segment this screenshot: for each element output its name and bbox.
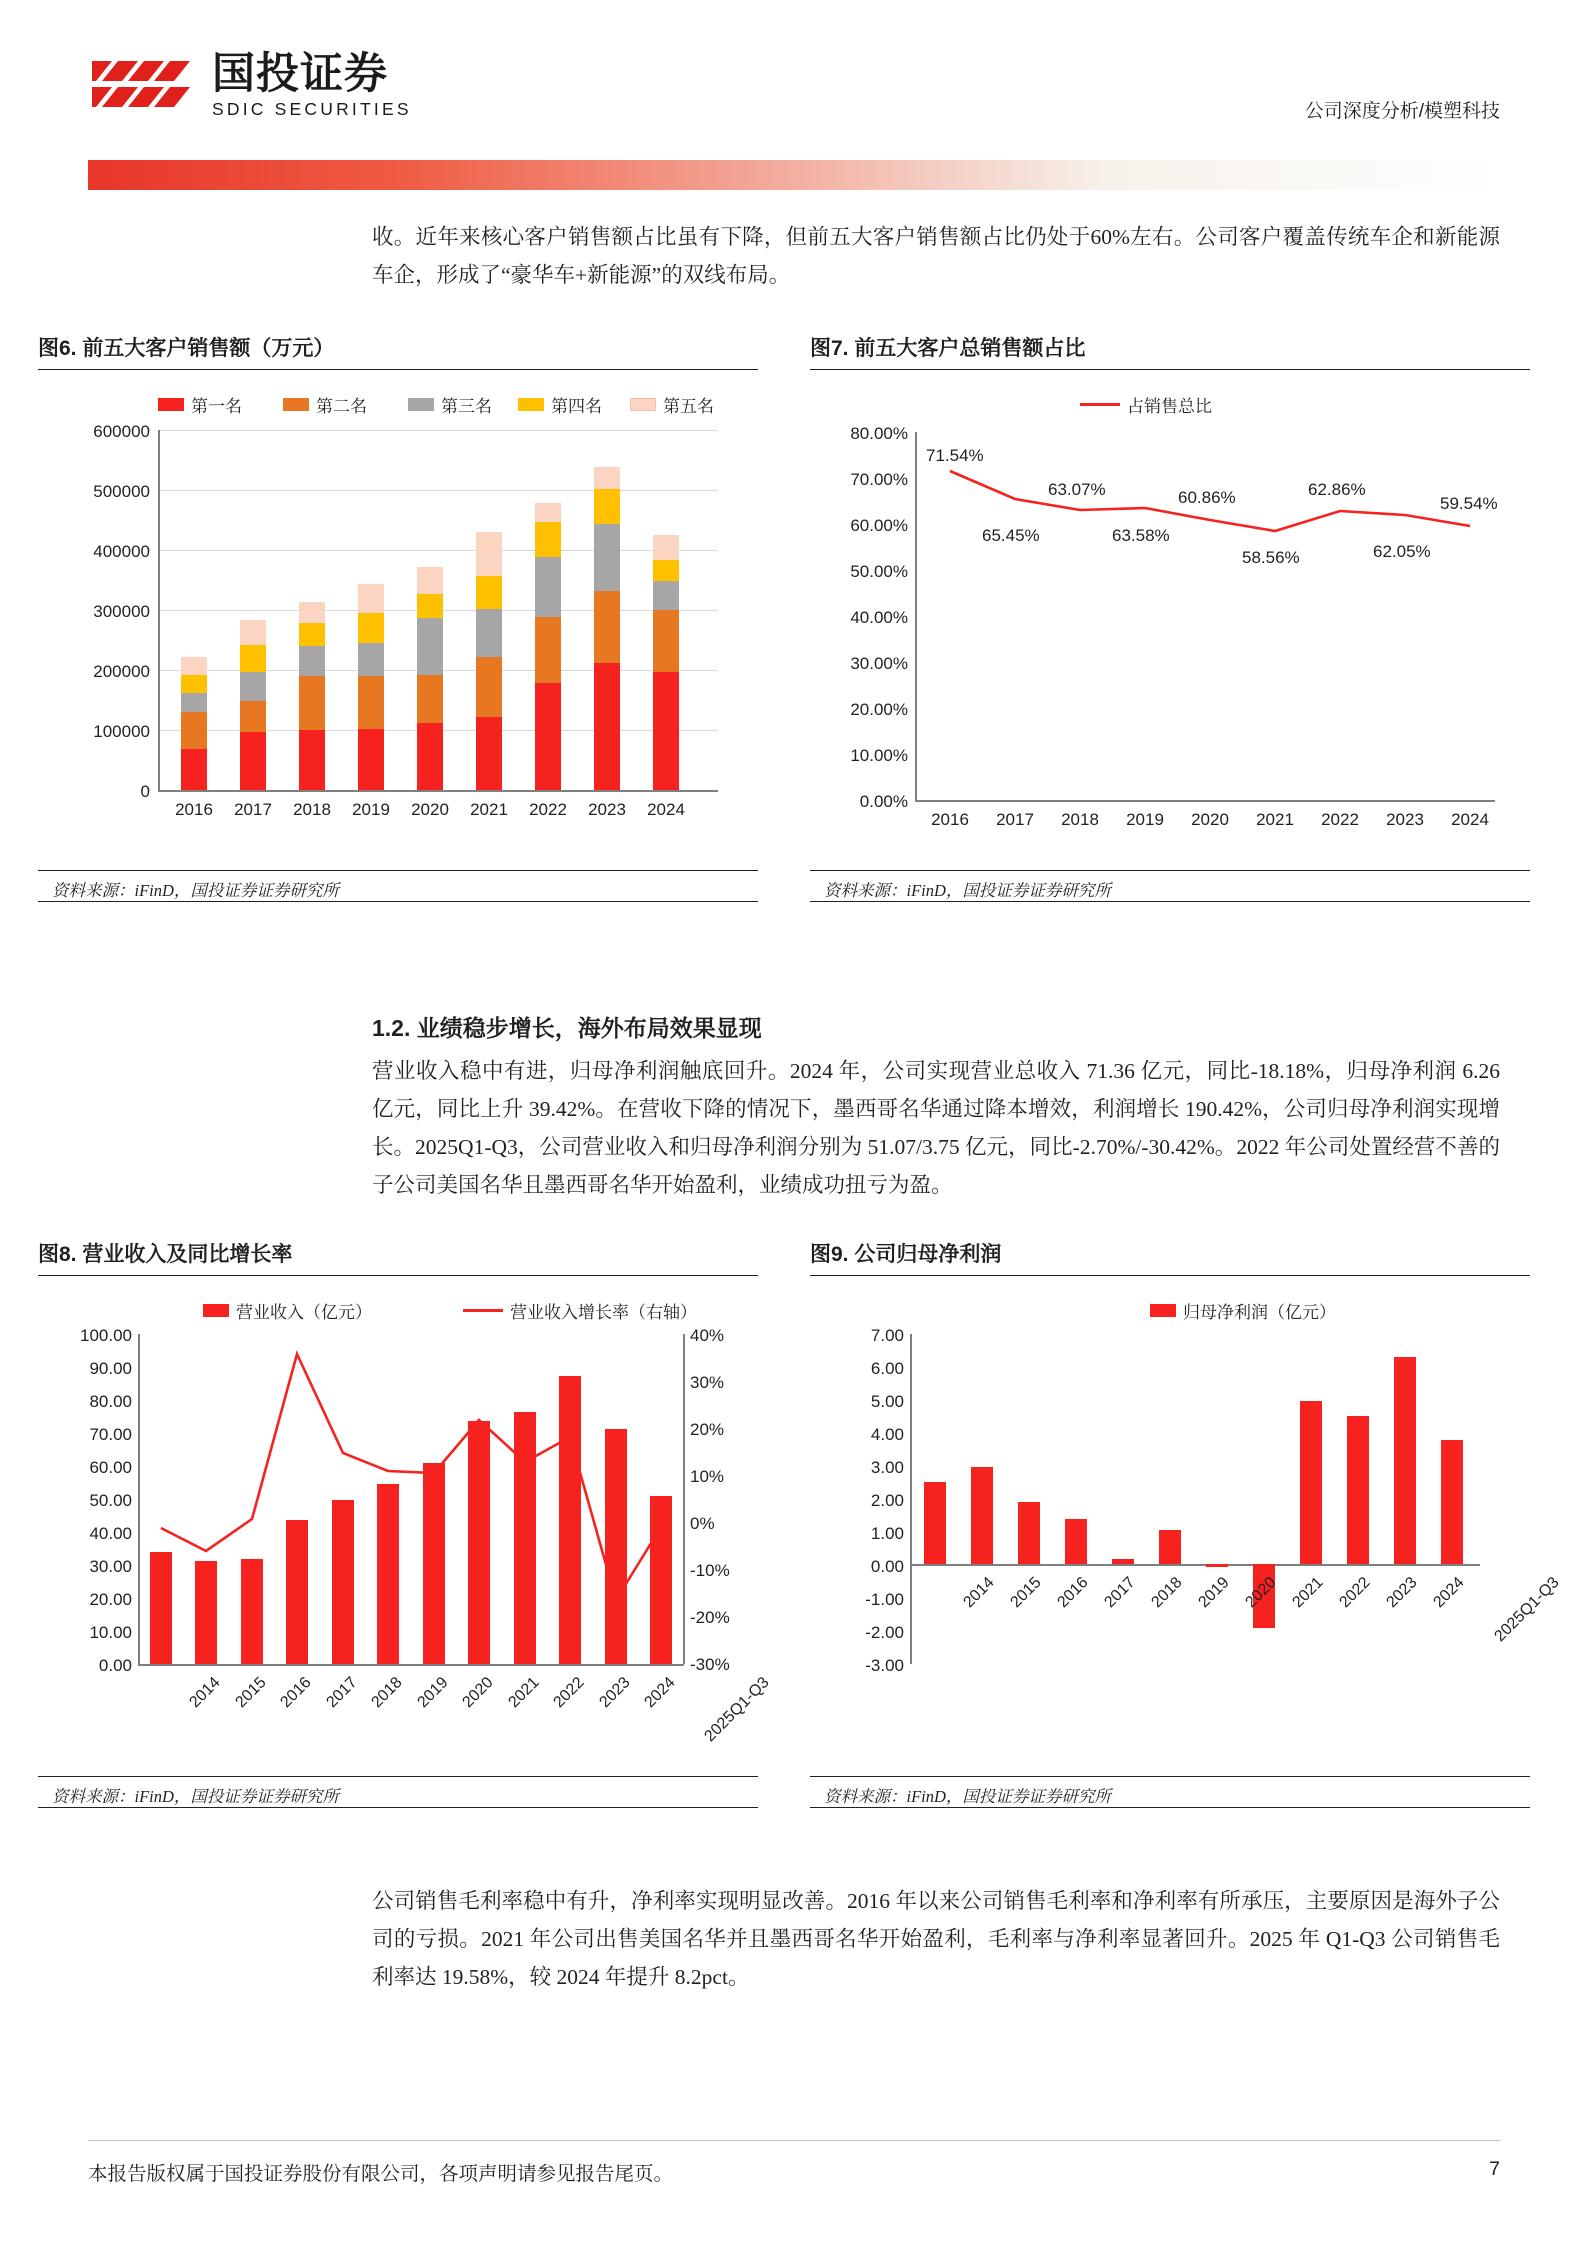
bar — [924, 1482, 946, 1564]
x-tick: 2016 — [931, 810, 969, 829]
legend-item-1 — [1150, 1298, 1336, 1323]
x-tick: 2024 — [1430, 1574, 1468, 1612]
y-tick: 5.00 — [870, 1392, 904, 1411]
y-tick: 100000 — [93, 722, 150, 741]
legend-label: 第四名 — [551, 397, 602, 416]
bar — [971, 1467, 993, 1564]
y-tick: 40.00% — [850, 608, 908, 627]
bar-segment — [358, 729, 384, 790]
bar-segment — [535, 522, 561, 557]
bar-segment — [653, 581, 679, 610]
figure-7-source: 资料来源：iFinD，国投证券证券研究所 — [824, 881, 1111, 900]
x-tick: 2023 — [588, 800, 626, 819]
legend-item-2 — [283, 392, 367, 417]
data-label: 63.07% — [1048, 480, 1106, 499]
y2-tick: 30% — [690, 1373, 725, 1392]
figure-7-source-row — [810, 870, 1530, 901]
y-tick: 300000 — [93, 602, 150, 621]
header-accent-bar — [88, 160, 1500, 190]
x-tick: 2019 — [1195, 1574, 1233, 1612]
y-tick: 20.00% — [850, 700, 908, 719]
bar — [1300, 1401, 1322, 1564]
bar-segment — [476, 609, 502, 657]
bar-segment — [240, 620, 266, 645]
y2-tick: 10% — [690, 1467, 725, 1486]
y-tick: 600000 — [93, 422, 150, 441]
y-tick: 0.00 — [98, 1656, 132, 1675]
bar-segment — [240, 672, 266, 701]
x-tick: 2020 — [411, 800, 449, 819]
x-tick: 2021 — [1256, 810, 1294, 829]
y-tick: 70.00% — [850, 470, 908, 489]
y-tick: 40.00 — [89, 1524, 132, 1543]
y-axis — [910, 1334, 912, 1664]
legend-swatch-icon — [630, 398, 656, 411]
y-tick: 50.00 — [89, 1491, 132, 1510]
x-tick: 2019 — [414, 1674, 452, 1712]
bar — [1206, 1564, 1228, 1567]
x-tick: 2017 — [323, 1674, 361, 1712]
figure-6-box — [38, 369, 758, 902]
x-tick: 2022 — [529, 800, 567, 819]
x-tick: 2021 — [505, 1674, 543, 1712]
x-tick: 2015 — [232, 1674, 270, 1712]
y-tick: 400000 — [93, 542, 150, 561]
x-tick: 2014 — [960, 1574, 998, 1612]
figure-6-source-row — [38, 870, 758, 901]
figure-9-source-row — [810, 1776, 1530, 1807]
legend-swatch-icon — [283, 398, 309, 411]
bar-segment — [535, 503, 561, 522]
y-tick: 30.00% — [850, 654, 908, 673]
legend-label: 归母净利润（亿元） — [1183, 1303, 1336, 1322]
y-tick: 0.00% — [859, 792, 908, 811]
figure-6-source: 资料来源：iFinD，国投证券证券研究所 — [52, 881, 339, 900]
footer-disclaimer: 本报告版权属于国投证券股份有限公司，各项声明请参见报告尾页。 — [88, 2164, 674, 2185]
y2-tick: -10% — [690, 1561, 730, 1580]
bar-segment — [653, 560, 679, 581]
line-series — [810, 370, 1510, 830]
y-tick: 0.00 — [870, 1557, 904, 1576]
y-tick: 90.00 — [89, 1359, 132, 1378]
figure-8-source-row — [38, 1776, 758, 1807]
figure-7-chart — [810, 370, 1530, 870]
figure-8 — [38, 1238, 773, 1808]
bar — [1018, 1502, 1040, 1564]
bar-segment — [358, 613, 384, 643]
y-tick: 60.00 — [89, 1458, 132, 1477]
bar-segment — [358, 643, 384, 676]
data-label: 71.54% — [926, 446, 984, 465]
paragraph-bottom: 公司销售毛利率稳中有升，净利率实现明显改善。2016 年以来公司销售毛利率和净利率有所承压，主要原因是海外子公司的亏损。2021 年公司出售美国名华并且墨西哥名华开始盈利，毛利率与净利率显著回升。2025 年 Q1-Q3 公司销售毛利率达 19.58%，较 2024 年提升 8.2pct。 — [372, 1889, 1500, 1989]
y-tick: 20.00 — [89, 1590, 132, 1609]
data-label: 59.54% — [1440, 494, 1498, 513]
figure-9-box — [810, 1275, 1563, 1808]
bar-segment — [299, 730, 325, 790]
bar-segment — [476, 576, 502, 609]
logo-mark-icon — [88, 55, 206, 117]
legend-swatch-icon — [1150, 1304, 1176, 1317]
figure-9 — [810, 1238, 1563, 1808]
bar-segment — [181, 712, 207, 749]
x-tick: 2021 — [470, 800, 508, 819]
y-tick: 100.00 — [80, 1326, 132, 1345]
section-heading: 1.2. 业绩稳步增长，海外布局效果显现 — [372, 1015, 762, 1041]
bar-segment — [358, 584, 384, 613]
x-axis — [158, 790, 718, 792]
y-tick: -3.00 — [865, 1656, 904, 1675]
figure-6-title: 图6. 前五大客户销售额（万元） — [38, 337, 335, 360]
x-tick: 2023 — [1383, 1574, 1421, 1612]
legend-item-5 — [630, 392, 714, 417]
bar-segment — [476, 717, 502, 790]
bar-segment — [299, 623, 325, 646]
bar — [1347, 1416, 1369, 1564]
logo-cn: 国投证券 — [212, 50, 388, 98]
figure-8-box — [38, 1275, 773, 1808]
legend-label: 占销售总比 — [1127, 397, 1212, 416]
y-tick: 30.00 — [89, 1557, 132, 1576]
bar-segment — [417, 567, 443, 594]
y-tick: 2.00 — [870, 1491, 904, 1510]
x-tick: 2021 — [1289, 1574, 1327, 1612]
bar-segment — [535, 683, 561, 790]
y2-tick: -20% — [690, 1608, 730, 1627]
data-label: 65.45% — [982, 526, 1040, 545]
page-header — [88, 52, 1500, 144]
legend-item-3 — [408, 392, 492, 417]
x-tick: 2024 — [1451, 810, 1489, 829]
bar-segment — [653, 535, 679, 560]
figure-6-chart — [38, 370, 758, 870]
paragraph-top: 收。近年来核心客户销售额占比虽有下降，但前五大客户销售额占比仍处于60%左右。公司客户覆盖传统车企和新能源车企，形成了“豪华车+新能源”的双线布局。 — [372, 225, 1500, 287]
x-tick: 2016 — [1054, 1574, 1092, 1612]
x-tick: 2018 — [1061, 810, 1099, 829]
x-tick: 2020 — [459, 1674, 497, 1712]
company-logo — [88, 52, 412, 120]
y-tick: 500000 — [93, 482, 150, 501]
legend-label: 第五名 — [663, 397, 714, 416]
bar-segment — [594, 591, 620, 663]
legend-swatch-icon — [158, 398, 184, 411]
y2-tick: -30% — [690, 1655, 730, 1674]
legend-swatch-icon — [518, 398, 544, 411]
legend-label: 营业收入增长率（右轴） — [510, 1303, 697, 1322]
page-number: 7 — [1489, 2158, 1500, 2180]
x-tick: 2023 — [596, 1674, 634, 1712]
figure-9-chart — [810, 1276, 1563, 1776]
bar-segment — [181, 749, 207, 790]
x-tick: 2017 — [234, 800, 272, 819]
bar — [1441, 1440, 1463, 1564]
bar-segment — [535, 557, 561, 617]
x-tick: 2018 — [293, 800, 331, 819]
y-tick: 80.00 — [89, 1392, 132, 1411]
x-tick: 2017 — [1101, 1574, 1139, 1612]
legend-swatch-icon — [408, 398, 434, 411]
bar-segment — [417, 675, 443, 723]
legend-label: 第三名 — [441, 397, 492, 416]
x-tick: 2019 — [352, 800, 390, 819]
bar-segment — [653, 610, 679, 672]
x-tick: 2020 — [1191, 810, 1229, 829]
bar-segment — [299, 602, 325, 624]
bar-segment — [299, 676, 325, 730]
data-label: 62.86% — [1308, 480, 1366, 499]
bar-segment — [417, 723, 443, 790]
legend-item-4 — [518, 392, 602, 417]
data-label: 63.58% — [1112, 526, 1170, 545]
bar-segment — [653, 672, 679, 790]
bar-segment — [240, 645, 266, 672]
y2-tick: 20% — [690, 1420, 725, 1439]
x-tick: 2015 — [1007, 1574, 1045, 1612]
data-label: 60.86% — [1178, 488, 1236, 507]
x-tick: 2017 — [996, 810, 1034, 829]
line-series — [38, 1276, 738, 1676]
legend-label: 第一名 — [191, 397, 242, 416]
logo-text — [212, 52, 412, 120]
bar-segment — [417, 594, 443, 618]
y-tick: 1.00 — [870, 1524, 904, 1543]
x-tick: 2025Q1-Q3 — [701, 1674, 773, 1746]
y-axis — [158, 430, 160, 790]
x-tick: 2016 — [175, 800, 213, 819]
y2-tick: 0% — [690, 1514, 715, 1533]
bar-segment — [476, 532, 502, 576]
x-axis-zero — [910, 1564, 1480, 1566]
legend-item-1 — [158, 392, 242, 417]
gridline — [158, 490, 718, 491]
bar-segment — [476, 657, 502, 717]
x-tick: 2023 — [1386, 810, 1424, 829]
paragraph-mid: 营业收入稳中有进，归母净利润触底回升。2024 年，公司实现营业总收入 71.36 亿元，同比-18.18%，归母净利润 6.26 亿元，同比上升 39.42%。在营收下降的情况下，墨西哥名华通过降本增效，利润增长 190.42%，公司归母净利润实现增长。2025Q1-Q3，公司营业收入和归母净利润分别为 51.07/3.75 亿元，同比-2.70%/-30.42%。2022 年公司处置经营不善的子公司美国名华且墨西哥名华开始盈利，业绩成功扭亏为盈。 — [372, 1059, 1500, 1197]
bar — [1159, 1530, 1181, 1564]
legend-label: 营业收入（亿元） — [236, 1303, 372, 1322]
bar-segment — [181, 693, 207, 712]
bar-segment — [594, 467, 620, 490]
figure-7-title: 图7. 前五大客户总销售额占比 — [810, 337, 1086, 360]
x-tick: 2020 — [1242, 1574, 1280, 1612]
x-tick: 2019 — [1126, 810, 1164, 829]
y-tick: 0 — [140, 782, 150, 801]
x-tick: 2024 — [647, 800, 685, 819]
bar-segment — [594, 524, 620, 591]
bar — [1394, 1357, 1416, 1564]
y-tick: 4.00 — [870, 1425, 904, 1444]
x-tick: 2014 — [186, 1674, 224, 1712]
x-tick: 2022 — [1336, 1574, 1374, 1612]
data-label: 62.05% — [1373, 542, 1431, 561]
y-tick: -2.00 — [865, 1623, 904, 1642]
bar — [1065, 1519, 1087, 1564]
gridline — [158, 550, 718, 551]
bar — [1112, 1559, 1134, 1564]
x-tick: 2024 — [641, 1674, 679, 1712]
y2-tick: 40% — [690, 1326, 725, 1345]
figure-7 — [810, 332, 1530, 902]
bar-segment — [417, 618, 443, 675]
logo-en: SDIC SECURITIES — [212, 99, 412, 119]
x-tick: 2022 — [550, 1674, 588, 1712]
figure-8-chart — [38, 1276, 773, 1776]
y-tick: 3.00 — [870, 1458, 904, 1477]
y-tick: 50.00% — [850, 562, 908, 581]
y-tick: 200000 — [93, 662, 150, 681]
y-tick: 7.00 — [870, 1326, 904, 1345]
bar-segment — [299, 646, 325, 676]
bar-segment — [240, 732, 266, 790]
x-tick: 2018 — [1148, 1574, 1186, 1612]
footer-divider — [88, 2140, 1500, 2141]
x-tick: 2018 — [368, 1674, 406, 1712]
figure-6 — [38, 332, 758, 902]
y-tick: 80.00% — [850, 424, 908, 443]
legend-label: 第二名 — [316, 397, 367, 416]
y-tick: 6.00 — [870, 1359, 904, 1378]
figure-7-box — [810, 369, 1530, 902]
y-tick: 10.00% — [850, 746, 908, 765]
y-tick: -1.00 — [865, 1590, 904, 1609]
gridline — [158, 430, 718, 431]
bar-segment — [181, 657, 207, 675]
data-label: 58.56% — [1242, 548, 1300, 567]
bar-segment — [358, 676, 384, 729]
bar-segment — [240, 701, 266, 732]
bar-segment — [181, 675, 207, 693]
x-tick: 2022 — [1321, 810, 1359, 829]
y-tick: 10.00 — [89, 1623, 132, 1642]
figure-8-title: 图8. 营业收入及同比增长率 — [38, 1243, 293, 1266]
bar-segment — [594, 489, 620, 523]
figure-9-title: 图9. 公司归母净利润 — [810, 1243, 1002, 1266]
figure-8-source: 资料来源：iFinD，国投证券证券研究所 — [52, 1787, 339, 1806]
y-tick: 70.00 — [89, 1425, 132, 1444]
bar-segment — [535, 617, 561, 683]
y-tick: 60.00% — [850, 516, 908, 535]
x-tick: 2016 — [277, 1674, 315, 1712]
bar-segment — [594, 663, 620, 790]
header-doc-type: 公司深度分析/模塑科技 — [1304, 101, 1500, 122]
figure-9-source: 资料来源：iFinD，国投证券证券研究所 — [824, 1787, 1111, 1806]
x-tick: 2025Q1-Q3 — [1491, 1574, 1563, 1646]
